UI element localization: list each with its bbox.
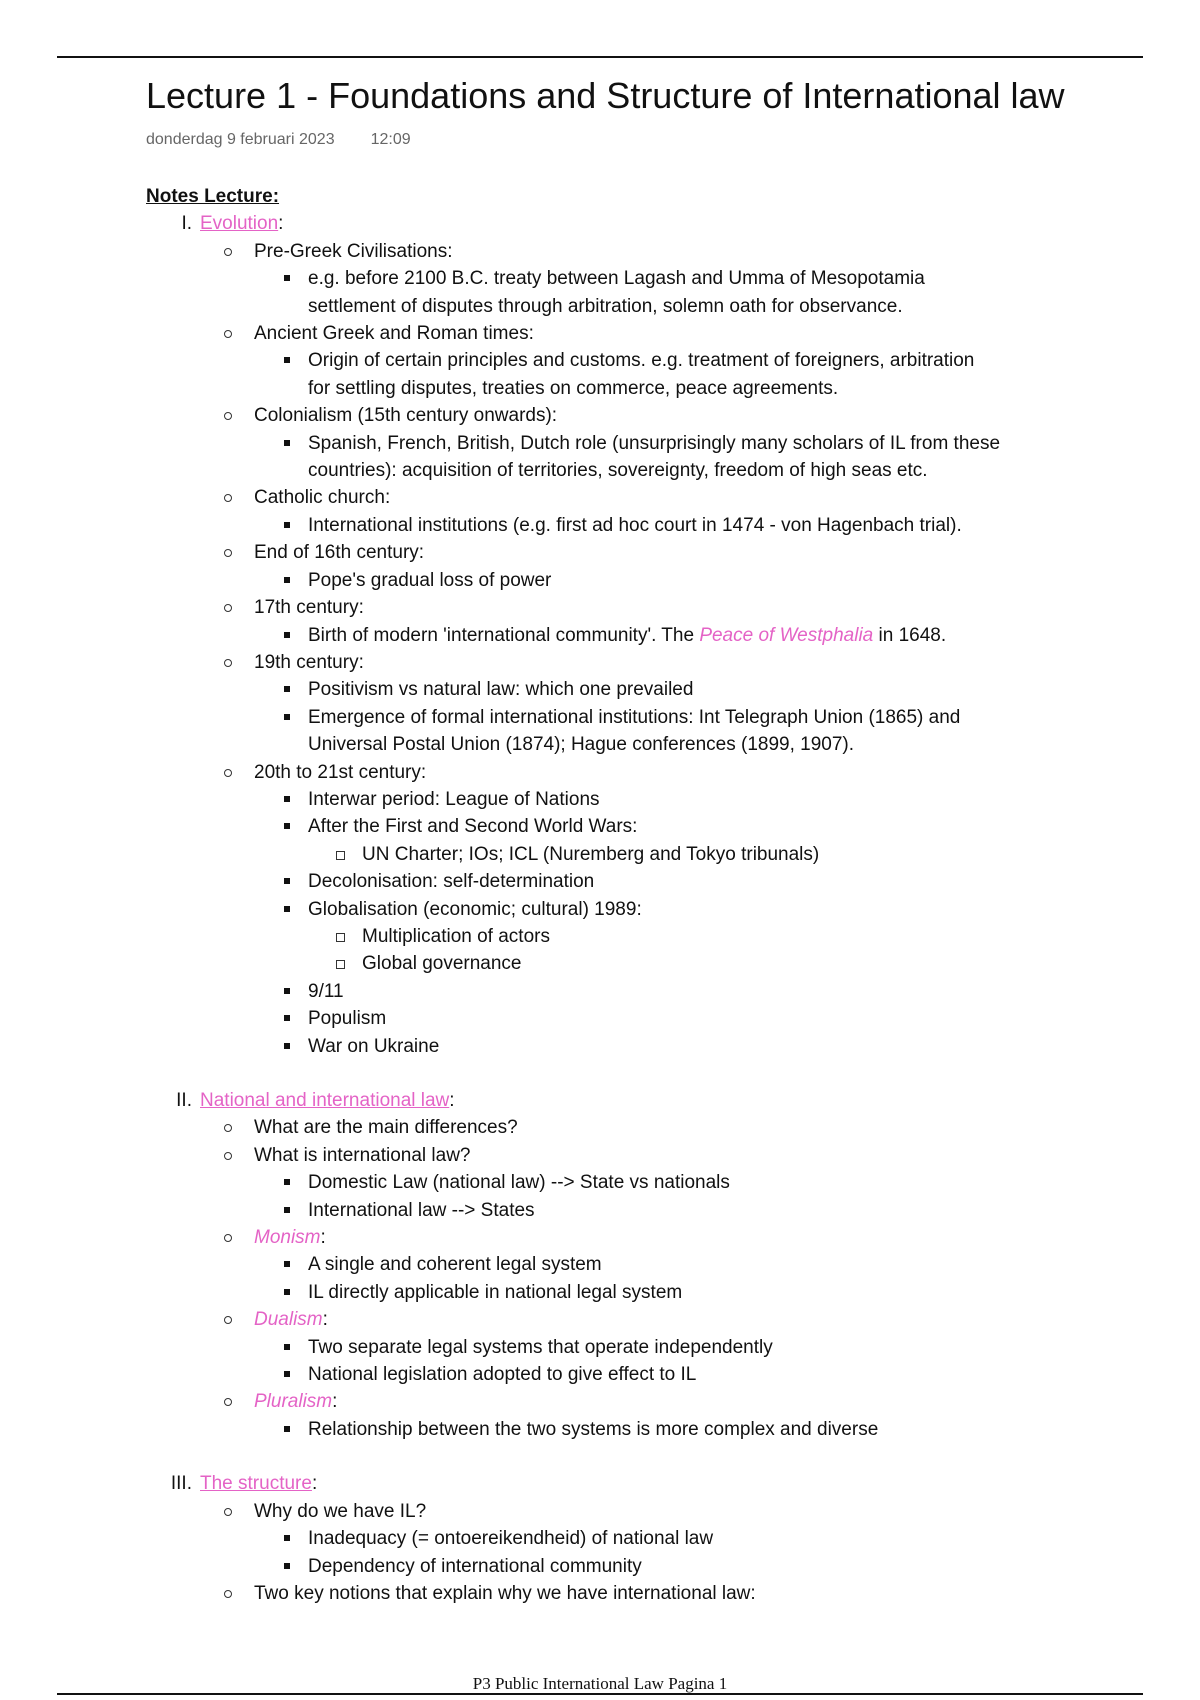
section-title: Evolution [200, 213, 279, 235]
list-item: Pluralism: [0, 1388, 1200, 1415]
circle-bullet-icon [224, 1508, 232, 1516]
highlight-term: Dualism [254, 1309, 323, 1331]
list-item: International law --> States [0, 1197, 1200, 1224]
list-item: Globalisation (economic; cultural) 1989: [0, 896, 1200, 923]
list-item: What are the main differences? [0, 1114, 1200, 1141]
page-time: 12:09 [370, 131, 411, 148]
square-bullet-icon [284, 1535, 290, 1541]
checkbox-bullet-icon [336, 933, 345, 942]
square-bullet-icon [284, 1426, 290, 1432]
section-title: The structure [200, 1473, 312, 1495]
square-bullet-icon [284, 1371, 290, 1377]
list-item: Pre-Greek Civilisations: [0, 238, 1200, 265]
roman-numeral: III. [170, 1473, 192, 1495]
square-bullet-icon [284, 1344, 290, 1350]
list-item: 17th century: [0, 594, 1200, 621]
list-item: Colonialism (15th century onwards): [0, 402, 1200, 429]
roman-numeral: I. [181, 213, 192, 235]
list-item: Positivism vs natural law: which one prevailed [0, 676, 1200, 703]
circle-bullet-icon [224, 1152, 232, 1160]
square-bullet-icon [284, 1179, 290, 1185]
list-item: Why do we have IL? [0, 1498, 1200, 1525]
circle-bullet-icon [224, 549, 232, 557]
list-item-continuation: countries): acquisition of territories, sovereignty, freedom of high seas etc. [308, 460, 928, 482]
list-item: Spanish, French, British, Dutch role (unsurprisingly many scholars of IL from these [0, 430, 1200, 457]
list-item: UN Charter; IOs; ICL (Nuremberg and Tokyo tribunals) [0, 841, 1200, 868]
list-item: Catholic church: [0, 484, 1200, 511]
section-evolution: I. Evolution: [0, 210, 1200, 237]
square-bullet-icon [284, 878, 290, 884]
list-item: 9/11 [0, 978, 1200, 1005]
list-item: 19th century: [0, 649, 1200, 676]
list-item: Emergence of formal international institutions: Int Telegraph Union (1865) and [0, 704, 1200, 731]
list-item: What is international law? [0, 1142, 1200, 1169]
square-bullet-icon [284, 632, 290, 638]
square-bullet-icon [284, 522, 290, 528]
page-meta [146, 131, 447, 149]
list-item: Monism: [0, 1224, 1200, 1251]
square-bullet-icon [284, 1207, 290, 1213]
roman-numeral: II. [176, 1090, 192, 1111]
list-item: Decolonisation: self-determination [0, 868, 1200, 895]
page-title: Lecture 1 - Foundations and Structure of International law [146, 75, 1065, 116]
highlight-term: Pluralism [254, 1391, 333, 1413]
checkbox-bullet-icon [336, 960, 345, 969]
list-item: 20th to 21st century: [0, 759, 1200, 786]
square-bullet-icon [284, 988, 290, 994]
list-item: Dependency of international community [0, 1553, 1200, 1580]
square-bullet-icon [284, 275, 290, 281]
section-title: National and international law [200, 1090, 450, 1111]
circle-bullet-icon [224, 330, 232, 338]
square-bullet-icon [284, 796, 290, 802]
circle-bullet-icon [224, 1398, 232, 1406]
list-item: After the First and Second World Wars: [0, 813, 1200, 840]
circle-bullet-icon [224, 248, 232, 256]
list-item: National legislation adopted to give effect to IL [0, 1361, 1200, 1388]
list-item: Pope's gradual loss of power [0, 567, 1200, 594]
list-item-continuation: settlement of disputes through arbitration, solemn oath for observance. [308, 295, 903, 317]
list-item: Multiplication of actors [0, 923, 1200, 950]
list-item-continuation: Universal Postal Union (1874); Hague conferences (1899, 1907). [308, 734, 855, 756]
list-item: Two key notions that explain why we have international law: [0, 1580, 1200, 1607]
circle-bullet-icon [224, 604, 232, 612]
circle-bullet-icon [224, 1234, 232, 1242]
list-item: Interwar period: League of Nations [0, 786, 1200, 813]
section-national-international: II. National and international law: [0, 1087, 1200, 1114]
list-item: End of 16th century: [0, 539, 1200, 566]
list-item: Origin of certain principles and customs. e.g. treatment of foreigners, arbitration [0, 347, 1200, 374]
list-item: Global governance [0, 950, 1200, 977]
square-bullet-icon [284, 1289, 290, 1295]
highlight-term: Monism [254, 1227, 321, 1249]
circle-bullet-icon [224, 412, 232, 420]
list-item: Populism [0, 1005, 1200, 1032]
square-bullet-icon [284, 577, 290, 583]
circle-bullet-icon [224, 1316, 232, 1324]
section-structure: III. The structure: [0, 1470, 1200, 1497]
notes-heading: Notes Lecture: [146, 186, 280, 207]
list-item: War on Ukraine [0, 1033, 1200, 1060]
square-bullet-icon [284, 823, 290, 829]
square-bullet-icon [284, 1043, 290, 1049]
square-bullet-icon [284, 1563, 290, 1569]
list-item: Inadequacy (= ontoereikendheid) of national law [0, 1525, 1200, 1552]
list-item: Dualism: [0, 1306, 1200, 1333]
square-bullet-icon [284, 714, 290, 720]
square-bullet-icon [284, 1261, 290, 1267]
page-date: donderdag 9 februari 2023 [146, 131, 335, 148]
circle-bullet-icon [224, 769, 232, 777]
highlight-term: Peace of Westphalia [699, 624, 874, 646]
list-item: Ancient Greek and Roman times: [0, 320, 1200, 347]
top-rule [57, 56, 1143, 58]
list-item: International institutions (e.g. first ad hoc court in 1474 - von Hagenbach trial). [0, 512, 1200, 539]
circle-bullet-icon [224, 1590, 232, 1598]
list-item: Two separate legal systems that operate independently [0, 1334, 1200, 1361]
list-item: Domestic Law (national law) --> State vs nationals [0, 1169, 1200, 1196]
square-bullet-icon [284, 906, 290, 912]
page-footer: P3 Public International Law Pagina 1 [472, 1674, 728, 1693]
list-item-continuation: for settling disputes, treaties on commerce, peace agreements. [308, 377, 839, 399]
list-item: IL directly applicable in national legal system [0, 1279, 1200, 1306]
list-item: Relationship between the two systems is more complex and diverse [0, 1416, 1200, 1443]
bottom-rule [57, 1693, 1143, 1695]
list-item: e.g. before 2100 B.C. treaty between Lagash and Umma of Mesopotamia [0, 265, 1200, 292]
square-bullet-icon [284, 440, 290, 446]
circle-bullet-icon [224, 1124, 232, 1132]
circle-bullet-icon [224, 494, 232, 502]
checkbox-bullet-icon [336, 851, 345, 860]
notes-content [0, 183, 1200, 1607]
square-bullet-icon [284, 357, 290, 363]
square-bullet-icon [284, 686, 290, 692]
square-bullet-icon [284, 1015, 290, 1021]
list-item: A single and coherent legal system [0, 1251, 1200, 1278]
circle-bullet-icon [224, 659, 232, 667]
list-item: Birth of modern 'international community'. The Peace of Westphalia in 1648. [0, 622, 1200, 649]
